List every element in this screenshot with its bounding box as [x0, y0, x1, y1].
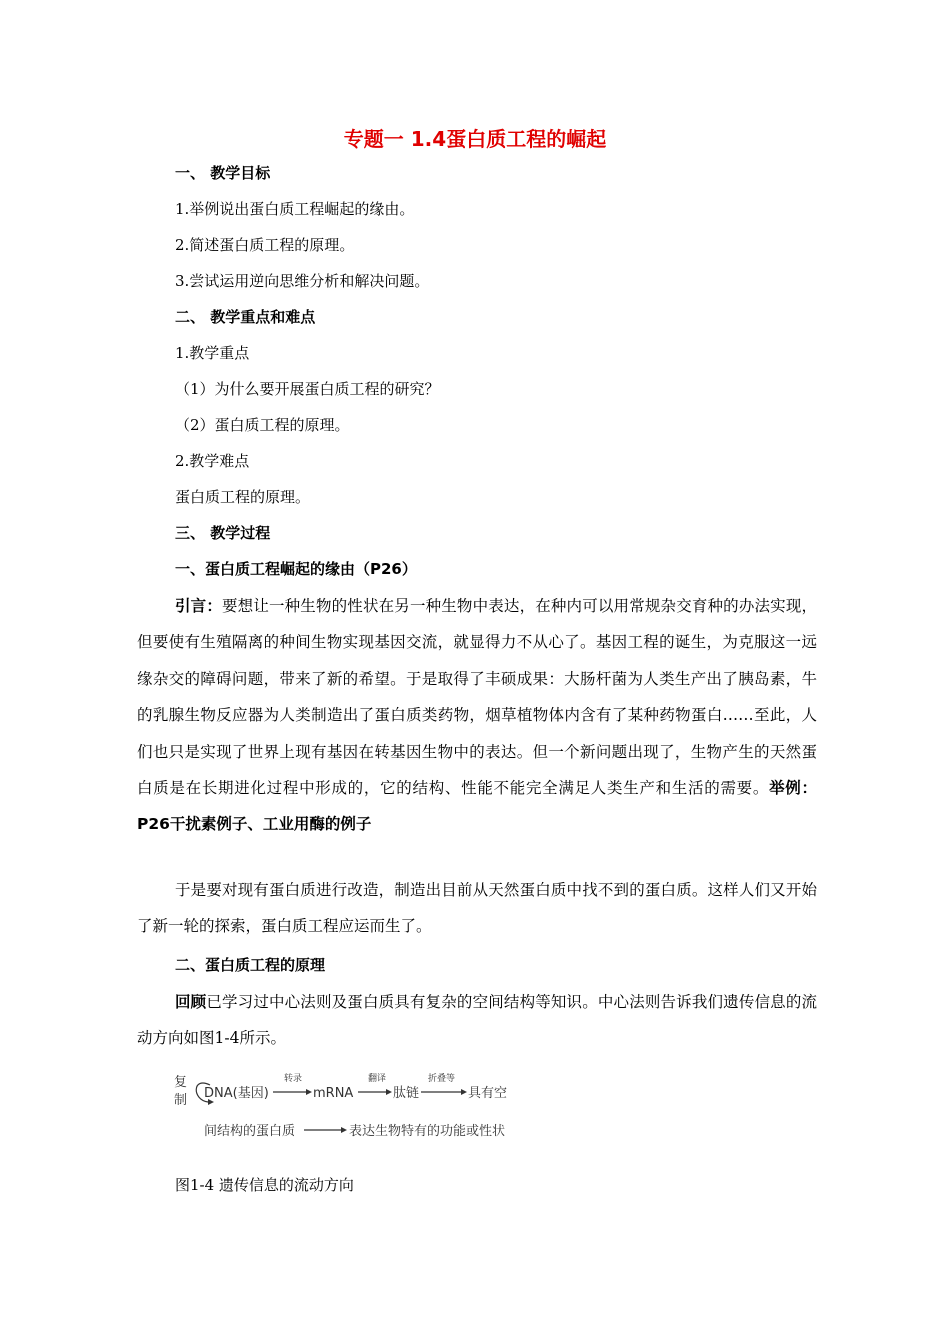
section-heading-objectives: 一、 教学目标 — [175, 164, 271, 182]
mrna-label: mRNA — [313, 1086, 354, 1101]
replicate-label-2: 制 — [174, 1093, 188, 1108]
objective-item-3: 3.尝试运用逆向思维分析和解决问题。 — [175, 272, 430, 290]
difficulty-text: 蛋白质工程的原理。 — [175, 488, 311, 506]
fold-arrowhead — [461, 1089, 467, 1095]
central-dogma-diagram — [170, 1068, 530, 1148]
translate-arrowhead — [386, 1089, 392, 1095]
translate-label: 翻译 — [368, 1074, 387, 1084]
result-label-part1: 具有空 — [468, 1086, 508, 1101]
intro-label: 引言： — [175, 597, 222, 615]
result-label-part2: 间结构的蛋白质 — [204, 1124, 296, 1139]
objective-item-2: 2.简述蛋白质工程的原理。 — [175, 236, 355, 254]
example-text: 举例：P26干扰素例子、工业用酶的例子 — [137, 779, 817, 834]
fold-label: 折叠等 — [428, 1074, 456, 1084]
express-arrowhead — [341, 1127, 347, 1133]
review-label: 回顾 — [175, 993, 207, 1011]
difficulty-label: 2.教学难点 — [175, 452, 250, 470]
intro-text: 要想让一种生物的性状在另一种生物中表达，在种内可以用常规杂交育种的办法实现，但要使有生殖隔离的种间生物实现基因交流，就显得力不从心了。基因工程的诞生，为克服这一远缘杂交的障碍问题，带来了新的希望。于是取得了丰硕成果：大肠杆菌为人类生产出了胰岛素，牛的乳腺生物反应器为人类制造出了蛋白质类药物，烟草植物体内含有了某种药物蛋白……至此，人们也只是实现了世界上现有基因在转基因生物中的表达。但一个新问题出现了，生物产生的天然蛋白质是在长期进化过程中形成的，它的结构、性能不能完全满足人类生产和生活的需要。 — [137, 597, 817, 798]
subsection-heading-origin: 一、蛋白质工程崛起的缘由（P26） — [175, 560, 417, 578]
subsection-heading-principle: 二、蛋白质工程的原理 — [175, 956, 326, 974]
express-label: 表达生物特有的功能或性状 — [349, 1124, 506, 1139]
section-heading-process: 三、 教学过程 — [175, 524, 271, 542]
objective-item-1: 1.举例说出蛋白质工程崛起的缘由。 — [175, 200, 415, 218]
transcribe-arrowhead — [306, 1089, 312, 1095]
paragraph-2: 于是要对现有蛋白质进行改造，制造出目前从天然蛋白质中找不到的蛋白质。这样人们又开始了新一轮的探索，蛋白质工程应运而生了。 — [137, 881, 817, 936]
review-paragraph — [137, 984, 817, 1057]
review-text: 已学习过中心法则及蛋白质具有复杂的空间结构等知识。中心法则告诉我们遗传信息的流动方向如图1-4所示。 — [137, 993, 817, 1048]
figure-caption: 图1-4 遗传信息的流动方向 — [175, 1176, 354, 1194]
transcribe-label: 转录 — [284, 1074, 303, 1084]
section-heading-key-points: 二、 教学重点和难点 — [175, 308, 316, 326]
key-point-item-1: （1）为什么要开展蛋白质工程的研究？ — [175, 380, 440, 398]
dna-label: DNA(基因) — [204, 1086, 269, 1101]
intro-paragraph — [137, 588, 817, 843]
peptide-label: 肽链 — [393, 1086, 420, 1101]
page-title: 专题一 1.4蛋白质工程的崛起 — [343, 127, 607, 151]
key-point-item-2: （2）蛋白质工程的原理。 — [175, 416, 350, 434]
replicate-label-1: 复 — [174, 1075, 188, 1090]
key-points-label: 1.教学重点 — [175, 344, 250, 362]
